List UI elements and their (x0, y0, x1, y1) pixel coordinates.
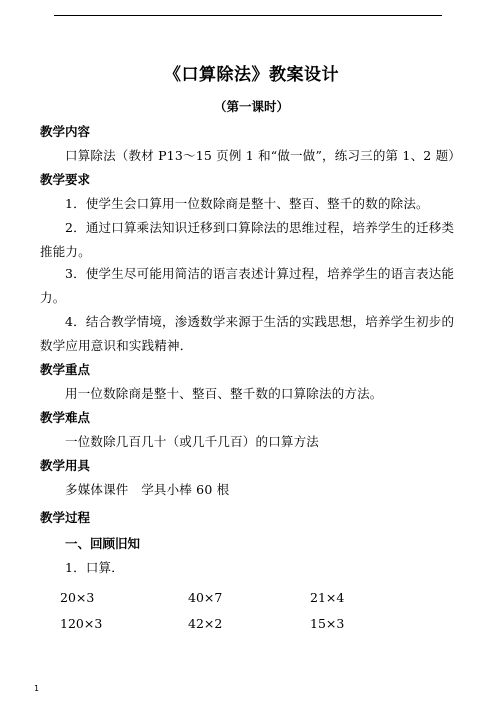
calc-item: 15×3 (310, 616, 345, 631)
calc-item: 21×4 (310, 590, 345, 605)
oral-calc-label: 1．口算． (65, 560, 124, 575)
section-heading-key-point: 教学重点 (40, 362, 91, 377)
difficulty-text: 一位数除几百几十（或几千几百）的口算方法 (65, 434, 320, 449)
header-rule (54, 15, 442, 16)
section-heading-tools: 教学用具 (40, 458, 91, 473)
calc-item: 42×2 (188, 616, 223, 631)
requirement-item-4: 4．结合教学情境，渗透数学来源于生活的实践思想，培养学生初步的数学应用意识和实践精神． (40, 314, 455, 353)
calc-item: 40×7 (188, 590, 223, 605)
section-heading-content: 教学内容 (40, 124, 91, 139)
calc-item: 120×3 (60, 616, 103, 631)
calc-item: 20×3 (60, 590, 95, 605)
requirement-item-2: 2．通过口算乘法知识迁移到口算除法的思维过程，培养学生的迁移类推能力。 (40, 220, 455, 259)
section-heading-requirements: 教学要求 (40, 172, 91, 187)
requirement-item-1: 1．使学生会口算用一位数除商是整十、整百、整千的数的除法。 (65, 196, 429, 211)
page-number: 1 (34, 684, 40, 693)
document-subtitle: （第一课时） (213, 99, 289, 114)
subsection-heading-review: 一、回顾旧知 (65, 536, 141, 551)
tools-text: 多媒体课件 学具小棒 60 根 (65, 482, 230, 497)
key-point-text: 用一位数除商是整十、整百、整千数的口算除法的方法。 (65, 386, 383, 401)
section-heading-difficulty: 教学难点 (40, 410, 91, 425)
section-heading-process: 教学过程 (40, 510, 91, 525)
document-title: 《口算除法》教案设计 (164, 65, 339, 85)
requirement-item-3: 3．使学生尽可能用简洁的语言表述计算过程，培养学生的语言表达能力。 (40, 266, 455, 305)
content-text: 口算除法（教材 P13～15 页例 1 和“做一做”，练习三的第 1、2 题） (65, 148, 462, 163)
